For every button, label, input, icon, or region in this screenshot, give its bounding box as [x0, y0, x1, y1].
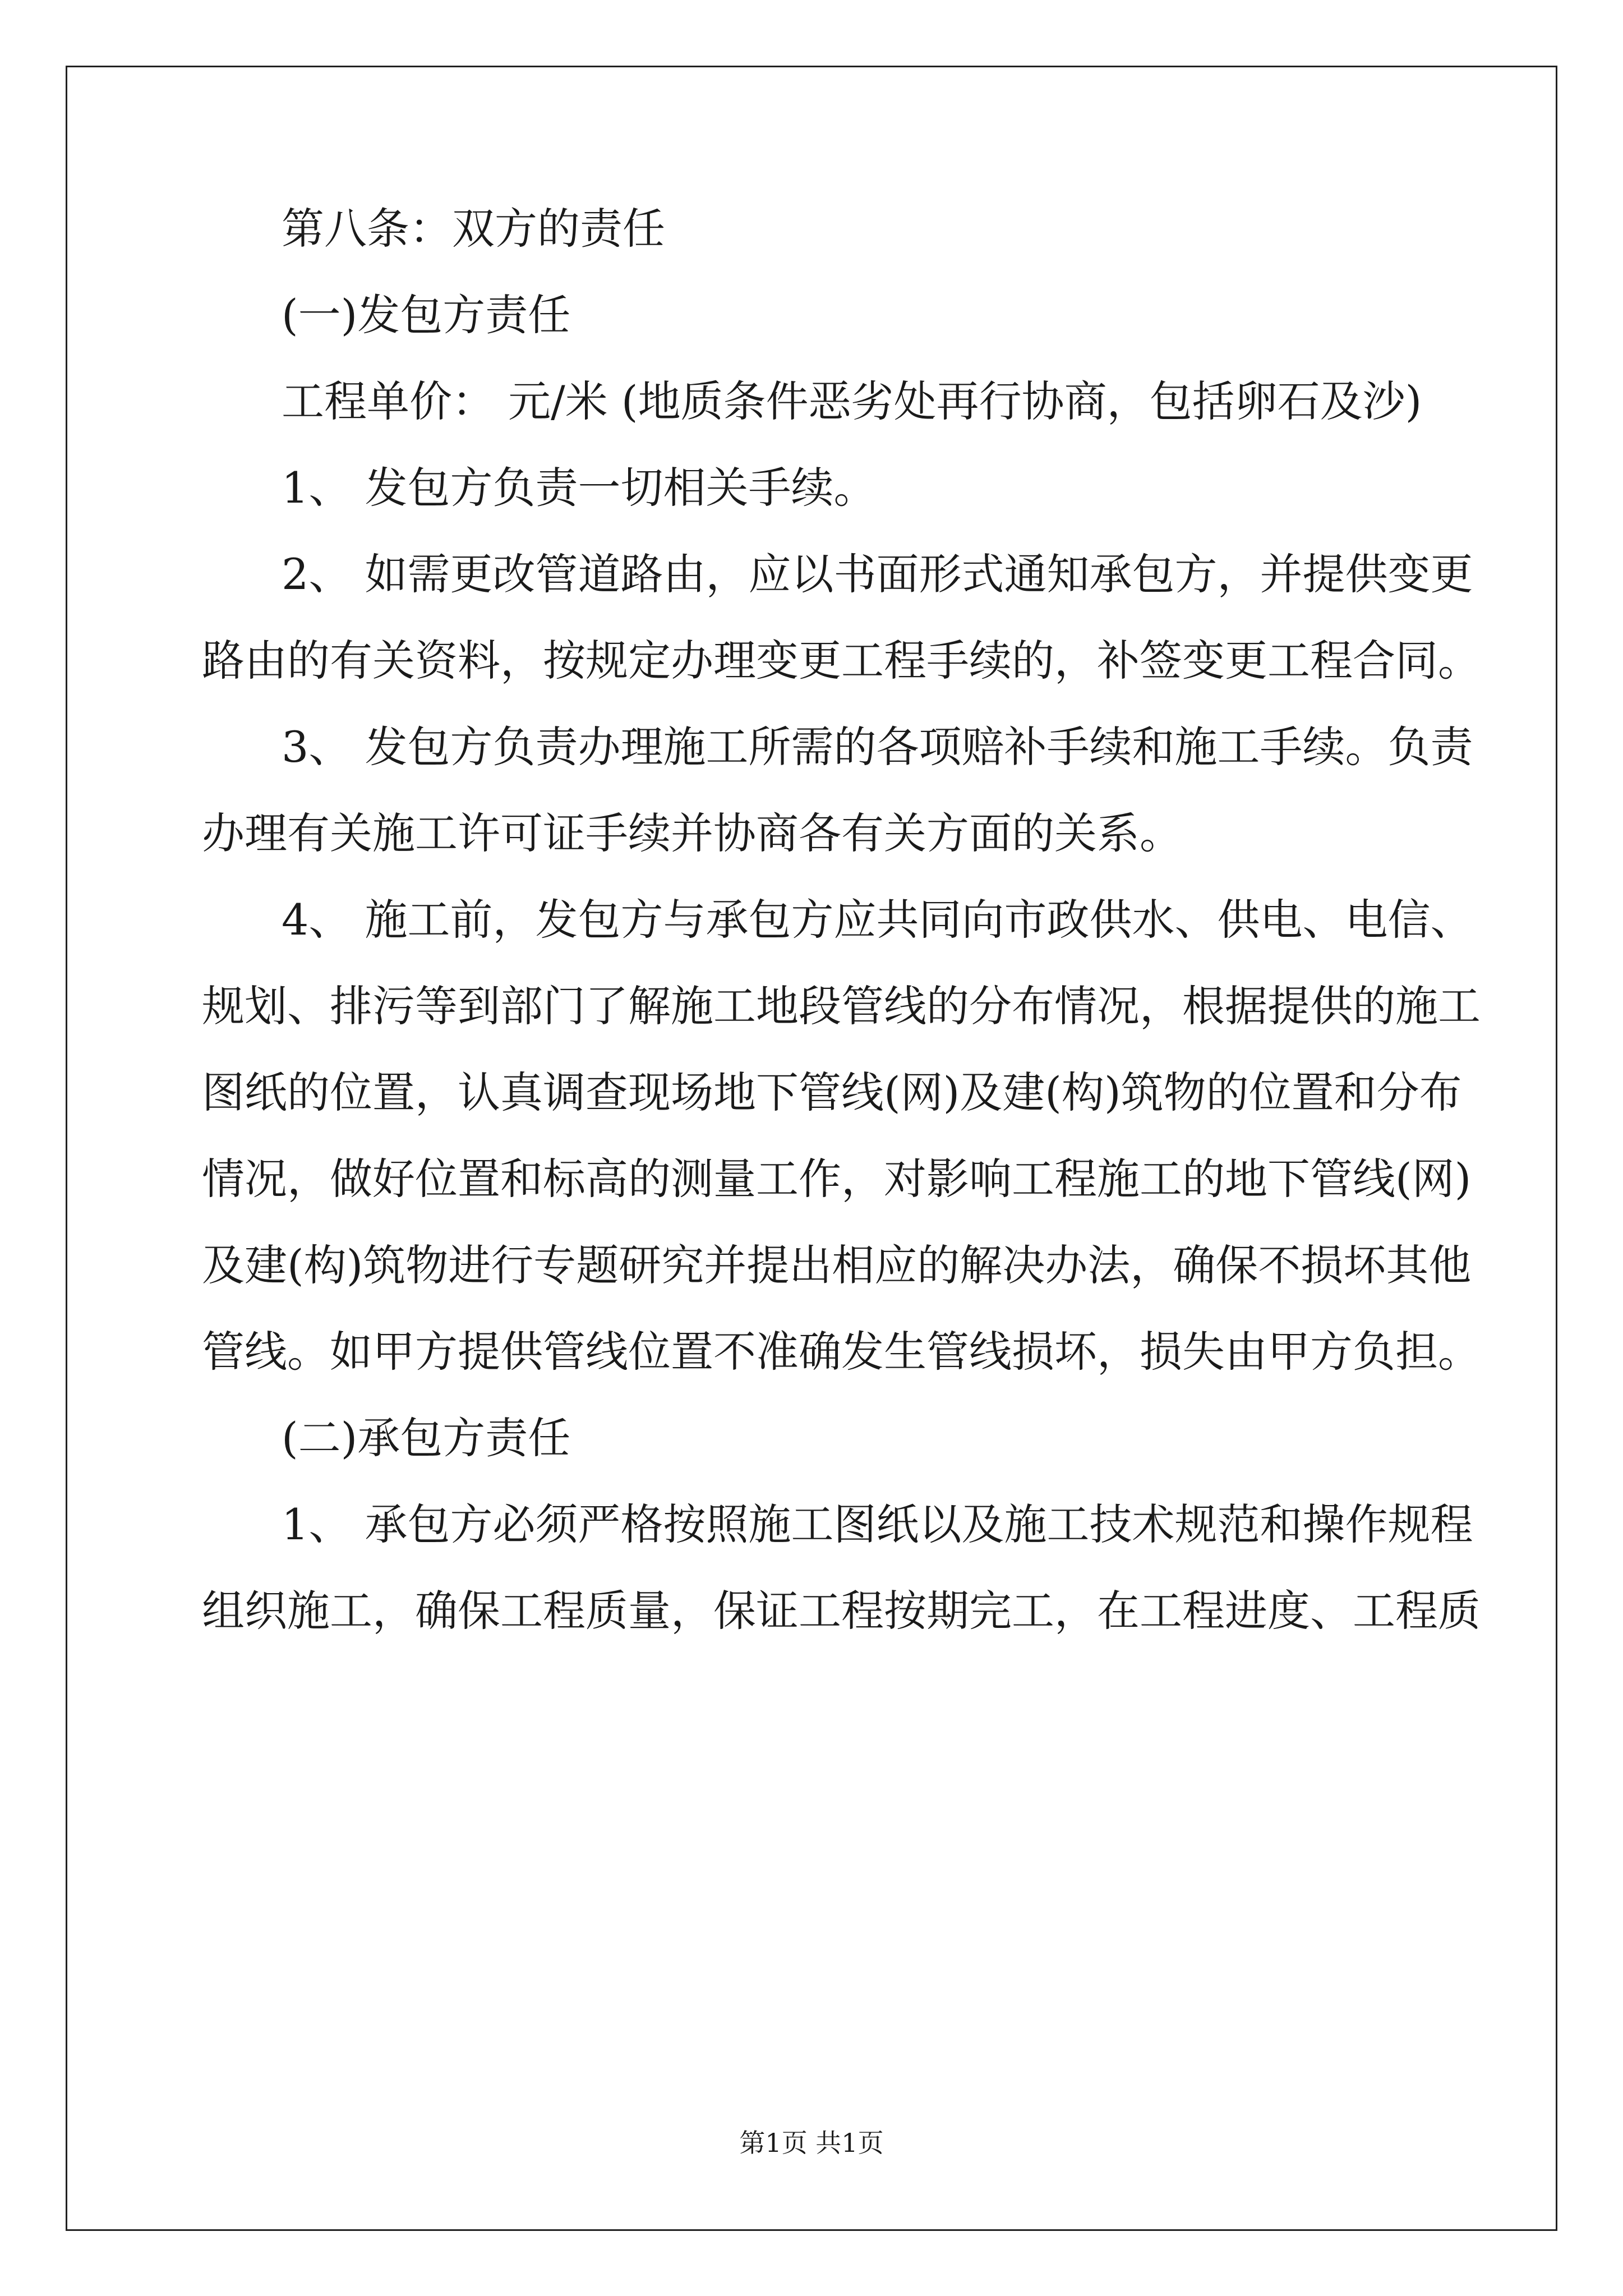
paragraph-line: 规划、排污等到部门了解施工地段管线的分布情况，根据提供的施工 [202, 981, 1481, 1031]
paragraph-line: 办理有关施工许可证手续并协商各有关方面的关系。 [202, 808, 1182, 858]
paragraph-line: 3、 发包方负责办理施工所需的各项赔补手续和施工手续。负责 [282, 722, 1473, 772]
unit-price-line: 工程单价： 元/米 (地质条件恶劣处再行协商，包括卵石及沙) [282, 376, 1422, 426]
paragraph-line: 1、 承包方必须严格按照施工图纸以及施工技术规范和操作规程 [282, 1499, 1473, 1549]
paragraph-line: 图纸的位置，认真调查现场地下管线(网)及建(构)筑物的位置和分布 [202, 1068, 1462, 1117]
page-number: 第1页 共1页 [739, 2128, 884, 2158]
section-heading-contractor: (二)承包方责任 [282, 1413, 571, 1463]
section-heading-employer: (一)发包方责任 [282, 290, 571, 340]
paragraph-line: 管线。如甲方提供管线位置不准确发生管线损坏，损失由甲方负担。 [202, 1327, 1481, 1377]
paragraph-line: 路由的有关资料，按规定办理变更工程手续的，补签变更工程合同。 [202, 636, 1481, 685]
paragraph-line: 4、 施工前，发包方与承包方应共同向市政供水、供电、电信、 [282, 895, 1473, 945]
article-heading: 第八条：双方的责任 [282, 204, 665, 254]
paragraph-line: 2、 如需更改管道路由，应以书面形式通知承包方，并提供变更 [282, 549, 1473, 599]
paragraph-line: 组织施工，确保工程质量，保证工程按期完工，在工程进度、工程质 [202, 1586, 1481, 1636]
paragraph-line: 及建(构)筑物进行专题研究并提出相应的解决办法，确保不损坏其他 [202, 1240, 1472, 1290]
paragraph-line: 1、 发包方负责一切相关手续。 [282, 463, 877, 513]
paragraph-line: 情况，做好位置和标高的测量工作，对影响工程施工的地下管线(网) [202, 1154, 1472, 1204]
